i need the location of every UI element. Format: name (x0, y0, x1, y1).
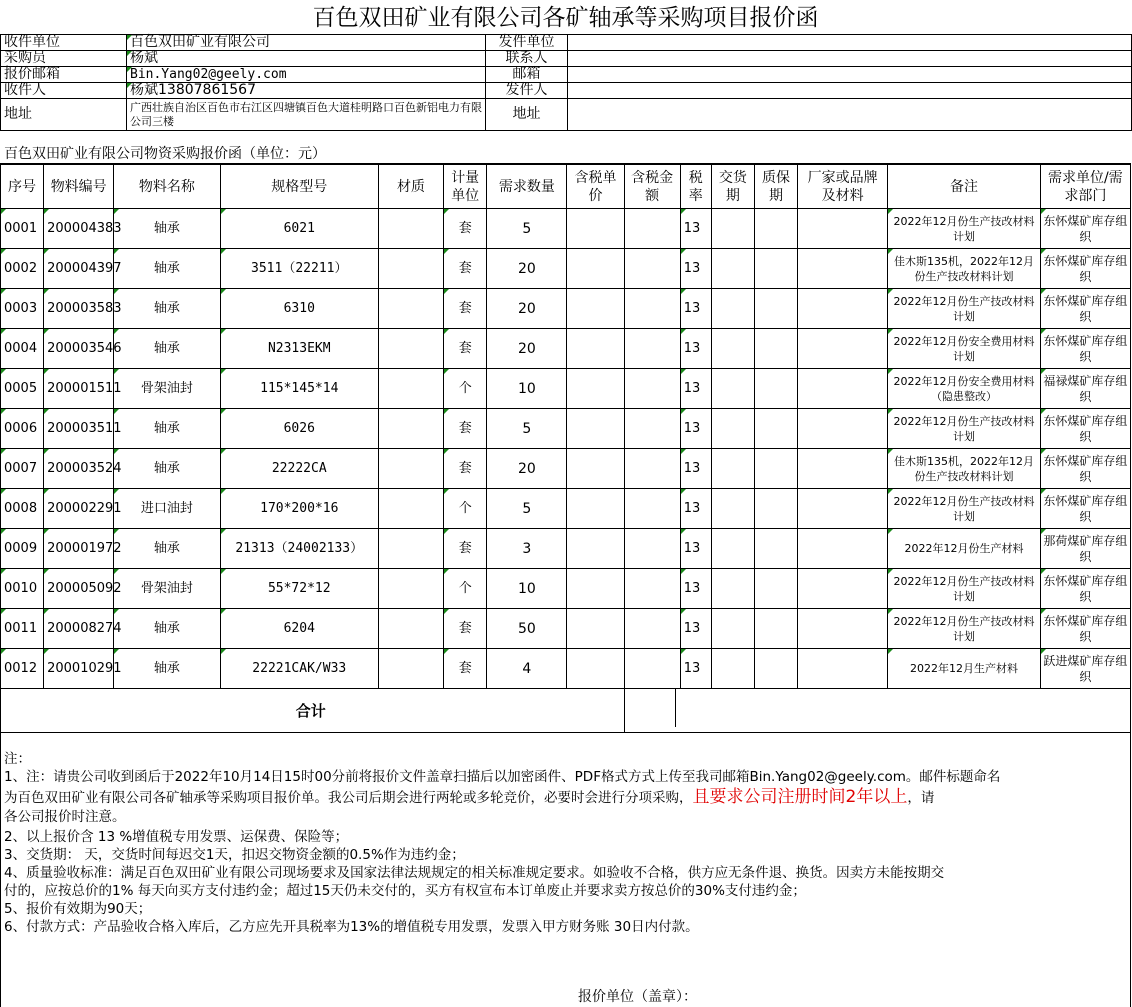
header-cell: 厂家或品牌及材料 (798, 165, 888, 209)
cell-spec[interactable]: 22222CA (220, 449, 378, 489)
table-subtitle: 百色双田矿业有限公司物资采购报价函（单位：元） (0, 146, 1131, 164)
sender-value[interactable] (568, 35, 1132, 51)
cell-empty[interactable] (711, 289, 754, 329)
cell-tax[interactable]: 13 (680, 529, 711, 569)
cell-empty[interactable] (711, 209, 754, 249)
header-cell: 物料编号 (44, 165, 114, 209)
address-label: 地址 (1, 99, 127, 131)
contact-label: 联系人 (486, 51, 568, 67)
total-label: 合计 (1, 689, 625, 733)
cell-qty[interactable]: 50 (487, 609, 567, 649)
cell-remark[interactable]: 2022年12月份生产技改材料计划 (888, 609, 1040, 649)
address-value[interactable]: 广西壮族自治区百色市右江区四塘镇百色大道桂明路口百色新铝电力有限公司三楼 (127, 99, 486, 131)
cell-remark[interactable]: 佳木斯135机，2022年12月份生产技改材料计划 (888, 249, 1040, 289)
cell-spec[interactable]: 115*145*14 (220, 369, 378, 409)
cell-empty[interactable] (711, 369, 754, 409)
cell-no[interactable]: 0003 (1, 289, 44, 329)
cell-code[interactable]: 200008274 (44, 609, 114, 649)
address-value-2[interactable] (568, 99, 1132, 131)
cell-remark[interactable]: 2022年12月份生产技改材料计划 (888, 209, 1040, 249)
cell-no[interactable]: 0012 (1, 649, 44, 689)
cell-spec[interactable]: 6021 (220, 209, 378, 249)
info-table (0, 34, 1132, 131)
cell-dept[interactable]: 东怀煤矿库存组织 (1040, 409, 1130, 449)
header-cell: 物料名称 (114, 165, 220, 209)
table-row (1, 209, 1131, 249)
cell-no[interactable]: 0005 (1, 369, 44, 409)
cell-spec[interactable]: 3511（22211） (220, 249, 378, 289)
cell-qty[interactable]: 3 (487, 529, 567, 569)
cell-unit[interactable]: 套 (444, 609, 487, 649)
cell-unit[interactable]: 套 (444, 209, 487, 249)
cell-tax[interactable]: 13 (680, 369, 711, 409)
sender-person-label: 发件人 (486, 83, 568, 99)
note-1c: ，请 (907, 790, 935, 806)
cell-unit[interactable]: 个 (444, 489, 487, 529)
cell-dept[interactable]: 福禄煤矿库存组织 (1040, 369, 1130, 409)
cell-name[interactable]: 进口油封 (114, 489, 220, 529)
cell-empty[interactable] (754, 289, 797, 329)
cell-empty[interactable] (624, 289, 680, 329)
cell-empty[interactable] (378, 609, 443, 649)
table-row (1, 369, 1131, 409)
cell-name[interactable]: 轴承 (114, 209, 220, 249)
cell-spec[interactable]: 21313（24002133） (220, 529, 378, 569)
header-cell: 需求数量 (487, 165, 567, 209)
cell-empty[interactable] (798, 289, 888, 329)
cell-spec[interactable]: 6204 (220, 609, 378, 649)
cell-empty[interactable] (567, 409, 624, 449)
cell-empty[interactable] (624, 249, 680, 289)
table-row (1, 289, 1131, 329)
header-cell: 含税金额 (624, 165, 680, 209)
note-1a: 1、注：请贵公司收到函后于2022年10月14日15时00分前将报价文件盖章扫描后以加密函件、PDF格式方式上传至我司邮箱Bin.Yang02@geely.com。邮件标题命名 (4, 769, 1001, 785)
note-1d: 各公司报价时注意。 (4, 809, 126, 825)
cell-no[interactable]: 0011 (1, 609, 44, 649)
cell-empty[interactable] (798, 609, 888, 649)
cell-empty[interactable] (567, 529, 624, 569)
cell-empty[interactable] (711, 569, 754, 609)
cell-empty[interactable] (378, 649, 443, 689)
table-row (1, 329, 1131, 369)
cell-empty[interactable] (711, 529, 754, 569)
cell-qty[interactable]: 4 (487, 649, 567, 689)
cell-dept[interactable]: 那荷煤矿库存组织 (1040, 529, 1130, 569)
cell-empty[interactable] (798, 409, 888, 449)
email-value[interactable] (568, 67, 1132, 83)
cell-spec[interactable]: 6026 (220, 409, 378, 449)
cell-empty[interactable] (798, 329, 888, 369)
cell-spec[interactable]: 55*72*12 (220, 569, 378, 609)
cell-no[interactable]: 0007 (1, 449, 44, 489)
cell-code[interactable]: 200004383 (44, 209, 114, 249)
cell-remark[interactable]: 佳木斯135机，2022年12月份生产技改材料计划 (888, 449, 1040, 489)
cell-tax[interactable]: 13 (680, 609, 711, 649)
header-row (1, 165, 1131, 209)
cell-empty[interactable] (624, 369, 680, 409)
cell-tax[interactable]: 13 (680, 289, 711, 329)
cell-empty[interactable] (567, 649, 624, 689)
cell-qty[interactable]: 5 (487, 209, 567, 249)
cell-tax[interactable]: 13 (680, 329, 711, 369)
cell-tax[interactable]: 13 (680, 249, 711, 289)
cell-qty[interactable]: 20 (487, 289, 567, 329)
cell-empty[interactable] (378, 329, 443, 369)
cell-empty[interactable] (754, 329, 797, 369)
notes-section (0, 729, 1131, 1007)
cell-dept[interactable]: 东怀煤矿库存组织 (1040, 569, 1130, 609)
receiver-label: 收件单位 (1, 35, 127, 51)
cell-name[interactable]: 轴承 (114, 409, 220, 449)
cell-empty[interactable] (754, 529, 797, 569)
cell-empty[interactable] (378, 289, 443, 329)
cell-tax[interactable]: 13 (680, 209, 711, 249)
table-row (1, 449, 1131, 489)
cell-empty[interactable] (711, 449, 754, 489)
buyer-label: 采购员 (1, 51, 127, 67)
table-row (1, 409, 1131, 449)
cell-code[interactable]: 200003511 (44, 409, 114, 449)
table-row (1, 529, 1131, 569)
cell-unit[interactable]: 个 (444, 569, 487, 609)
table-row (1, 609, 1131, 649)
cell-empty[interactable] (711, 409, 754, 449)
cell-tax[interactable]: 13 (680, 569, 711, 609)
cell-unit[interactable]: 套 (444, 409, 487, 449)
cell-empty[interactable] (798, 569, 888, 609)
sender-person-value[interactable] (568, 83, 1132, 99)
cell-remark[interactable]: 2022年12月生产材料 (888, 649, 1040, 689)
cell-name[interactable]: 轴承 (114, 329, 220, 369)
cell-empty[interactable] (567, 289, 624, 329)
cell-remark[interactable]: 2022年12月份生产技改材料计划 (888, 569, 1040, 609)
cell-code[interactable]: 200003524 (44, 449, 114, 489)
cell-empty[interactable] (624, 649, 680, 689)
cell-empty[interactable] (711, 489, 754, 529)
cell-qty[interactable]: 20 (487, 329, 567, 369)
cell-empty[interactable] (378, 369, 443, 409)
cell-empty[interactable] (567, 609, 624, 649)
cell-empty[interactable] (624, 529, 680, 569)
header-cell: 含税单价 (567, 165, 624, 209)
cell-no[interactable]: 0004 (1, 329, 44, 369)
cell-empty[interactable] (624, 409, 680, 449)
cell-code[interactable]: 200001511 (44, 369, 114, 409)
page-title: 百色双田矿业有限公司各矿轴承等采购项目报价函 (0, 0, 1131, 35)
note-2: 2、以上报价含 13 %增值税专用发票、运保费、保险等； (4, 829, 349, 845)
cell-empty[interactable] (567, 449, 624, 489)
cell-name[interactable]: 骨架油封 (114, 569, 220, 609)
header-cell: 质保期 (754, 165, 797, 209)
cell-empty[interactable] (378, 569, 443, 609)
cell-spec[interactable]: 22221CAK/W33 (220, 649, 378, 689)
note-6: 6、付款方式：产品验收合格入库后，乙方应先开具税率为13%的增值税专用发票，发票入甲方财务账 30日内付款。 (4, 919, 699, 935)
table-row (1, 489, 1131, 529)
address-label-2: 地址 (486, 99, 568, 131)
cell-empty[interactable] (754, 209, 797, 249)
cell-no[interactable]: 0002 (1, 249, 44, 289)
cell-qty[interactable]: 10 (487, 369, 567, 409)
email-label: 邮箱 (486, 67, 568, 83)
cell-empty[interactable] (567, 569, 624, 609)
note-3: 3、交货期： 天，交货时间每迟交1天，扣迟交物资金额的0.5%作为违约金； (4, 847, 465, 863)
cell-unit[interactable]: 个 (444, 369, 487, 409)
notes-right-border (1130, 729, 1131, 1007)
cell-empty[interactable] (754, 449, 797, 489)
header-cell: 交货期 (711, 165, 754, 209)
header-cell: 税率 (680, 165, 711, 209)
notes-heading: 注： (4, 751, 31, 767)
cell-empty[interactable] (798, 209, 888, 249)
contact-value[interactable] (568, 51, 1132, 67)
table-row (1, 569, 1131, 609)
quote-email-label: 报价邮箱 (1, 67, 127, 83)
cell-qty[interactable]: 5 (487, 489, 567, 529)
cell-name[interactable]: 轴承 (114, 529, 220, 569)
note-4a: 4、质量验收标准：满足百色双田矿业有限公司现场要求及国家法律法规规定的相关标准规定要求。如验收不合格，供方应无条件退、换货。因卖方未能按期交 (4, 865, 945, 881)
recipient-value[interactable]: 杨斌13807861567 (127, 83, 486, 99)
cell-empty[interactable] (378, 489, 443, 529)
cell-qty[interactable]: 5 (487, 409, 567, 449)
cell-empty[interactable] (567, 249, 624, 289)
cell-code[interactable]: 200002291 (44, 489, 114, 529)
cell-empty[interactable] (711, 329, 754, 369)
cell-remark[interactable]: 2022年12月份安全费用材料（隐患整改） (888, 369, 1040, 409)
cell-empty[interactable] (567, 369, 624, 409)
cell-dept[interactable]: 东怀煤矿库存组织 (1040, 449, 1130, 489)
cell-empty[interactable] (378, 449, 443, 489)
header-cell: 材质 (378, 165, 443, 209)
cell-unit[interactable]: 套 (444, 449, 487, 489)
cell-remark[interactable]: 2022年12月份安全费用材料计划 (888, 329, 1040, 369)
cell-unit[interactable]: 套 (444, 289, 487, 329)
cell-no[interactable]: 0010 (1, 569, 44, 609)
cell-qty[interactable]: 20 (487, 249, 567, 289)
cell-empty[interactable] (378, 209, 443, 249)
table-row (1, 249, 1131, 289)
cell-empty[interactable] (798, 529, 888, 569)
header-cell: 序号 (1, 165, 44, 209)
cell-tax[interactable]: 13 (680, 649, 711, 689)
cell-unit[interactable]: 套 (444, 529, 487, 569)
cell-qty[interactable]: 20 (487, 449, 567, 489)
sender-label: 发件单位 (486, 35, 568, 51)
notes-left-border (0, 729, 1, 1007)
cell-empty[interactable] (624, 329, 680, 369)
cell-code[interactable]: 200010291 (44, 649, 114, 689)
cell-dept[interactable]: 东怀煤矿库存组织 (1040, 329, 1130, 369)
quote-email-value[interactable]: Bin.Yang02@geely.com (127, 67, 486, 83)
header-cell: 需求单位/需求部门 (1040, 165, 1130, 209)
cell-dept[interactable]: 跃进煤矿库存组织 (1040, 649, 1130, 689)
cell-empty[interactable] (624, 569, 680, 609)
cell-spec[interactable]: 170*200*16 (220, 489, 378, 529)
cell-spec[interactable]: 6310 (220, 289, 378, 329)
cell-dept[interactable]: 东怀煤矿库存组织 (1040, 609, 1130, 649)
cell-empty[interactable] (624, 489, 680, 529)
cell-dept[interactable]: 东怀煤矿库存组织 (1040, 249, 1130, 289)
cell-empty[interactable] (754, 569, 797, 609)
cell-empty[interactable] (567, 329, 624, 369)
cell-no[interactable]: 0001 (1, 209, 44, 249)
cell-code[interactable]: 200004397 (44, 249, 114, 289)
cell-empty[interactable] (567, 489, 624, 529)
cell-dept[interactable]: 东怀煤矿库存组织 (1040, 489, 1130, 529)
cell-empty[interactable] (754, 489, 797, 529)
cell-name[interactable]: 轴承 (114, 289, 220, 329)
recipient-label: 收件人 (1, 83, 127, 99)
cell-empty[interactable] (798, 449, 888, 489)
items-table (0, 164, 1131, 733)
cell-name[interactable]: 轴承 (114, 449, 220, 489)
cell-dept[interactable]: 东怀煤矿库存组织 (1040, 209, 1130, 249)
total-row (1, 689, 1131, 733)
cell-unit[interactable]: 套 (444, 329, 487, 369)
cell-code[interactable]: 200005092 (44, 569, 114, 609)
cell-name[interactable]: 轴承 (114, 249, 220, 289)
cell-qty[interactable]: 10 (487, 569, 567, 609)
cell-code[interactable]: 200003546 (44, 329, 114, 369)
note-1b: 为百色双田矿业有限公司各矿轴承等采购项目报价单。我公司后期会进行两轮或多轮竞价，必要时会进行分项采购， (4, 790, 693, 806)
cell-empty[interactable] (624, 609, 680, 649)
cell-code[interactable]: 200001972 (44, 529, 114, 569)
cell-empty[interactable] (754, 249, 797, 289)
cell-remark[interactable]: 2022年12月份生产技改材料计划 (888, 409, 1040, 449)
note-1b-line (4, 788, 1124, 807)
cell-empty[interactable] (798, 489, 888, 529)
cell-remark[interactable]: 2022年12月份生产材料 (888, 529, 1040, 569)
cell-tax[interactable]: 13 (680, 489, 711, 529)
cell-empty[interactable] (754, 649, 797, 689)
cell-tax[interactable]: 13 (680, 449, 711, 489)
cell-unit[interactable]: 套 (444, 649, 487, 689)
cell-remark[interactable]: 2022年12月份生产技改材料计划 (888, 289, 1040, 329)
cell-empty[interactable] (754, 409, 797, 449)
cell-empty[interactable] (624, 209, 680, 249)
note-1-red: 且要求公司注册时间2年以上 (692, 787, 908, 807)
note-5: 5、报价有效期为90天； (4, 901, 152, 917)
cell-empty[interactable] (711, 249, 754, 289)
cell-dept[interactable]: 东怀煤矿库存组织 (1040, 289, 1130, 329)
cell-unit[interactable]: 套 (444, 249, 487, 289)
cell-empty[interactable] (798, 369, 888, 409)
cell-empty[interactable] (378, 409, 443, 449)
cell-no[interactable]: 0006 (1, 409, 44, 449)
cell-empty[interactable] (711, 649, 754, 689)
cell-empty[interactable] (711, 609, 754, 649)
total-value[interactable] (624, 689, 1130, 733)
header-cell: 计量单位 (444, 165, 487, 209)
cell-empty[interactable] (754, 369, 797, 409)
sign-label: 报价单位（盖章）： (578, 989, 697, 1005)
cell-name[interactable]: 骨架油封 (114, 369, 220, 409)
table-row (1, 649, 1131, 689)
cell-empty[interactable] (798, 649, 888, 689)
receiver-value[interactable]: 百色双田矿业有限公司 (127, 35, 486, 51)
cell-spec[interactable]: N2313EKM (220, 329, 378, 369)
cell-empty[interactable] (378, 249, 443, 289)
buyer-value[interactable]: 杨斌 (127, 51, 486, 67)
header-cell: 备注 (888, 165, 1040, 209)
cell-code[interactable]: 200003583 (44, 289, 114, 329)
header-cell: 规格型号 (220, 165, 378, 209)
cell-no[interactable]: 0008 (1, 489, 44, 529)
cell-empty[interactable] (378, 529, 443, 569)
note-4b: 付的，应按总价的1% 每天向买方支付违约金；超过15天仍未交付的，买方有权宣布本订单废止并要求卖方按总价的30%支付违约金； (4, 883, 806, 899)
cell-empty[interactable] (624, 449, 680, 489)
cell-tax[interactable]: 13 (680, 409, 711, 449)
cell-no[interactable]: 0009 (1, 529, 44, 569)
cell-remark[interactable]: 2022年12月份生产技改材料计划 (888, 489, 1040, 529)
cell-empty[interactable] (567, 209, 624, 249)
cell-empty[interactable] (798, 249, 888, 289)
cell-name[interactable]: 轴承 (114, 609, 220, 649)
cell-empty[interactable] (754, 609, 797, 649)
cell-name[interactable]: 轴承 (114, 649, 220, 689)
